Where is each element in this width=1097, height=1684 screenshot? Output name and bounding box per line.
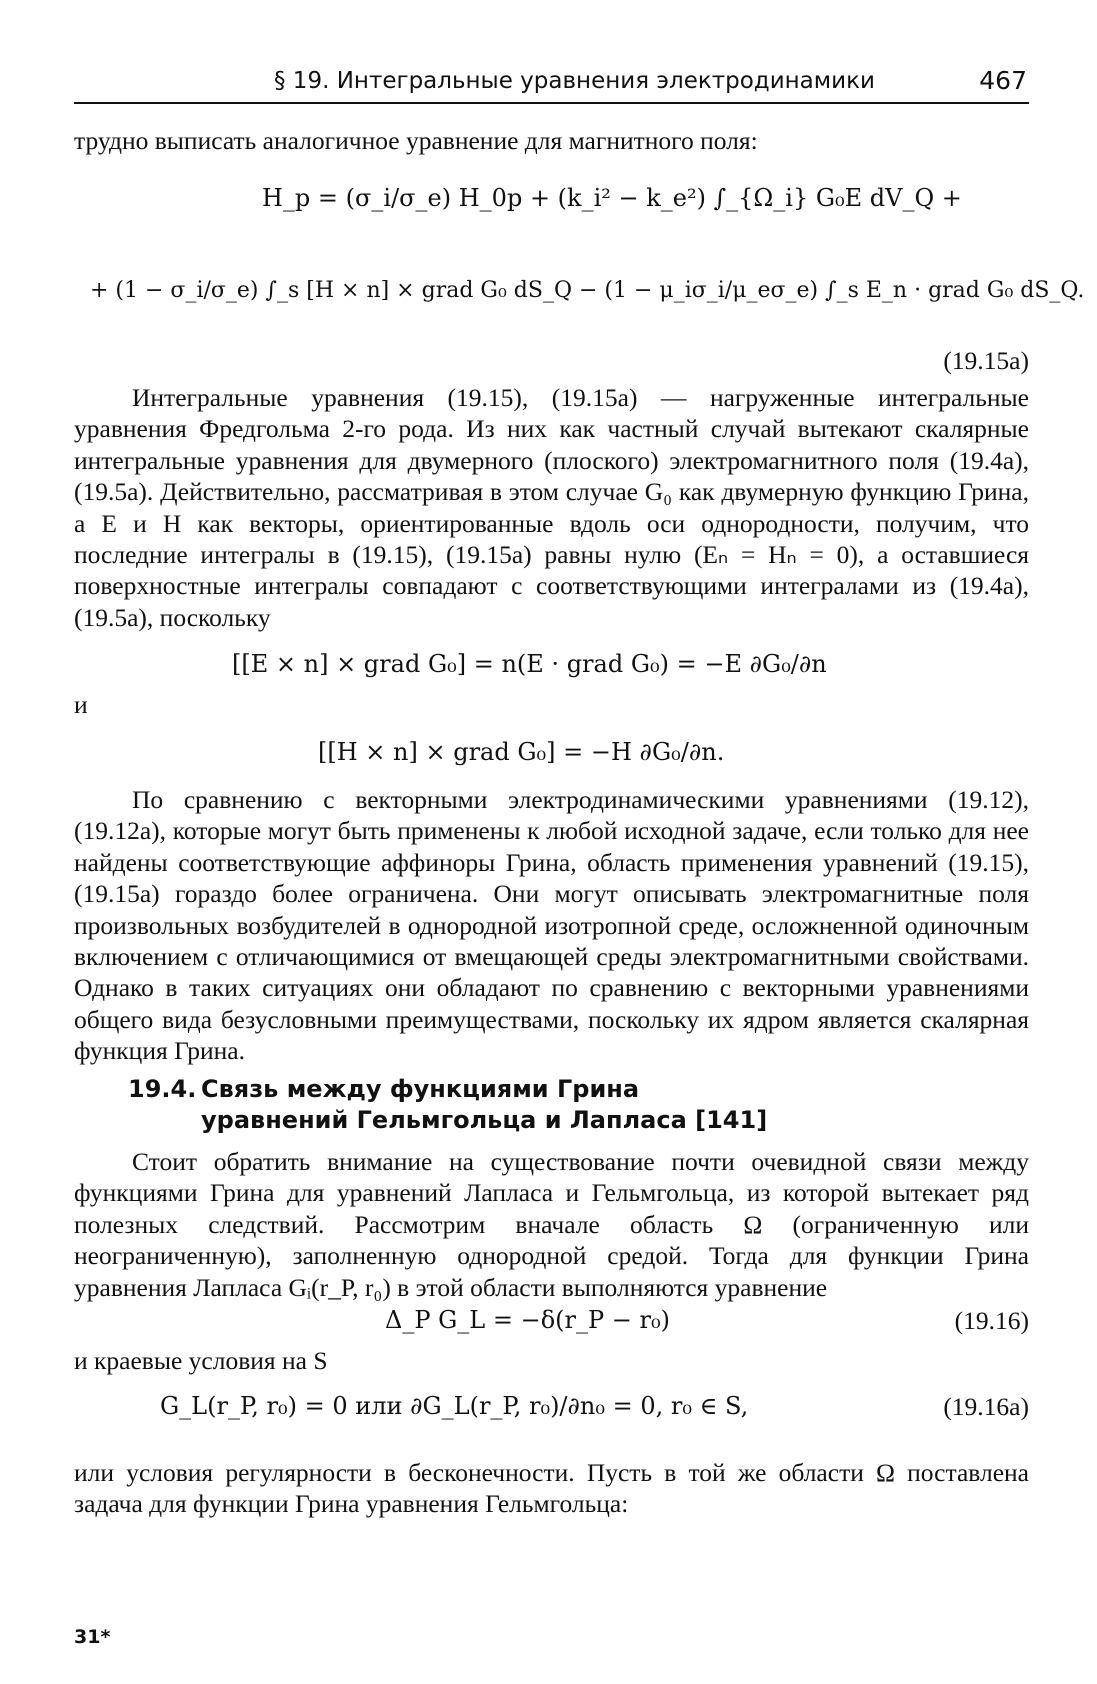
paragraph-4: или условия регулярности в бесконечности. Пусть в той же области Ω поставлена задача для функции Грина уравнения Гельмгольца: (74, 1458, 1029, 1519)
equation-number-19-16: (19.16) (954, 1306, 1029, 1335)
conjunction-i: и (74, 690, 88, 719)
paragraph-3: Стоит обратить внимание на существование почти очевидной связи между функциями Грина для уравнений Лапласа и Гельмгольца, из которой вытекает ряд полезных следствий. Рассмотрим вначале область Ω (ограниченную или неограниченную), заполненную однородной средой. Тогда для функции Грина уравнения Лапласа Gᵢ(r_P, r₀) в этой области выполняются уравнение (74, 1147, 1029, 1302)
equation-19-16a: G_L(r_P, r₀) = 0 или ∂G_L(r_P, r₀)/∂n₀ = 0, r₀ ∈ S, (160, 1392, 749, 1420)
paragraph-2: По сравнению с векторными электродинамическими уравнениями (19.12), (19.12а), которые могут быть применены к любой исходной задаче, если только для нее найдены соответствующие аффиноры Грина, область применения уравнений (19.15), (19.15а) гораздо более ограничена. Они могут описывать электромагнитные поля произвольных возбудителей в однородной изотропной среде, осложненной одиночным включением с отличающимися от вмещающей среды электромагнитными свойствами. Однако в таких ситуациях они обладают по сравнению с векторными уравнениями общего вида безусловными преимуществами, поскольку их ядром является скалярная функция Грина. (74, 785, 1029, 1066)
section-title-line1: Связь между функциями Грина (201, 1075, 640, 1103)
equation-19-16: Δ_P G_L = −δ(r_P − r₀) (385, 1306, 670, 1334)
boundary-conditions-line: и краевые условия на S (74, 1346, 328, 1375)
equation-h-cross-n: [[H × n] × grad G₀] = −H ∂G₀/∂n. (318, 738, 725, 766)
section-title-line2: уравнений Гельмгольца и Лапласа [141] (201, 1106, 768, 1134)
equation-e-cross-n: [[E × n] × grad G₀] = n(E · grad G₀) = −E ∂G₀/∂n (232, 650, 827, 678)
equation-19-15a-line1: H_p = (σ_i/σ_e) H_0p + (k_i² − k_e²) ∫_{Ω_i} G₀E dV_Q + (262, 184, 962, 212)
section-number: 19.4. (128, 1075, 197, 1103)
equation-19-15a-line2: + (1 − σ_i/σ_e) ∫_s [H × n] × grad G₀ dS_Q − (1 − μ_iσ_i/μ_eσ_e) ∫_s E_n · grad G₀ dS_Q. (90, 278, 1085, 303)
paragraph-1: Интегральные уравнения (19.15), (19.15а) — нагруженные интегральные уравнения Фредгольма 2-го рода. Из них как частный случай вытекают скалярные интегральные уравнения для двумерного (плоского) электромагнитного поля (19.4а), (19.5а). Действительно, рассматривая в этом случае G₀ как двумерную функцию Грина, а E и H как векторы, ориентированные вдоль оси однородности, получим, что последние интегралы в (19.15), (19.15а) равны нулю (Eₙ = Hₙ = 0), а оставшиеся поверхностные интегралы совпадают с соответствующими интегралами из (19.4а), (19.5а), поскольку (74, 383, 1029, 632)
running-header (74, 60, 1029, 104)
equation-number-19-16a: (19.16а) (943, 1392, 1029, 1421)
signature-mark: 31* (74, 1626, 111, 1648)
page-number: 467 (979, 66, 1027, 95)
intro-line: трудно выписать аналогичное уравнение для магнитного поля: (74, 126, 758, 155)
equation-number-19-15a: (19.15а) (943, 346, 1029, 375)
running-header-title: § 19. Интегральные уравнения электродинамики (274, 68, 875, 94)
